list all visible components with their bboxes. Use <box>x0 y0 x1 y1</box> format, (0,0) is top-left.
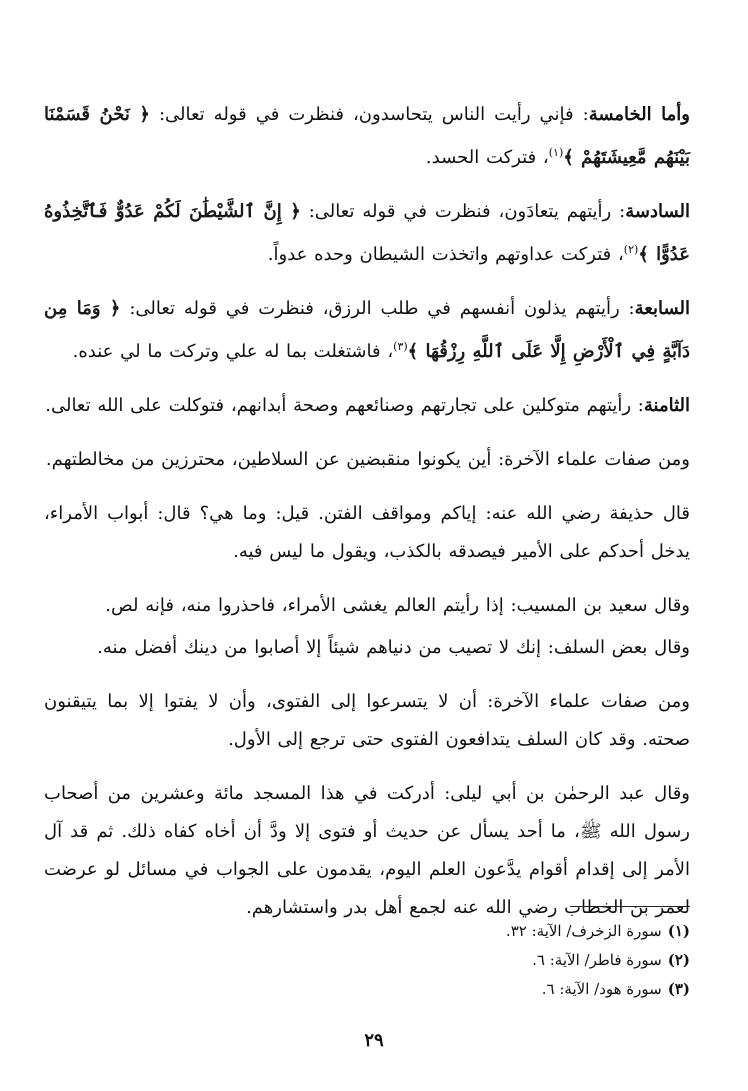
quran-verse: ﴿ إِنَّ ٱلشَّيْطَٰنَ لَكُمْ عَدُوٌّ فَٱتَّخِذُوهُ عَدُوًّا ﴾ <box>44 201 690 265</box>
paragraph-text-end: ، فاشتغلت بما له علي وتركت ما لي عنده. <box>72 341 394 362</box>
paragraph-hudhayfa <box>44 495 690 571</box>
paragraph-text: قال حذيفة رضي الله عنه: إياكم ومواقف الفتن. قيل: وما هي؟ قال: أبواب الأمراء، يدخل أحدكم على الأمير فيصدقه بالكذب، ويقول ما ليس فيه. <box>44 503 690 562</box>
paragraph-text: : رأيتهم متوكلين على تجارتهم وصنائعهم وصحة أبدانهم، فتوكلت على الله تعالى. <box>45 395 644 416</box>
section-heading: وأما الخامسة <box>588 104 691 125</box>
section-heading: الثامنة <box>643 395 690 416</box>
footnote-item <box>70 946 690 975</box>
footnote-item <box>70 917 690 946</box>
footnote-number: (٣) <box>667 980 690 998</box>
footnote-item <box>70 975 690 1004</box>
paragraph-text: : فإني رأيت الناس يتحاسدون، فنظرت في قوله تعالى: <box>149 104 589 125</box>
quran-verse: ﴿ وَمَا مِن دَآبَّةٍ فِي ٱلْأَرْضِ إِلَّا عَلَى ٱللَّهِ رِزْقُهَا ﴾ <box>44 298 690 362</box>
paragraph-text: وقال سعيد بن المسيب: إذا رأيتم العالم يغشى الأمراء، فاحذروا منه، فإنه لص. <box>105 595 690 616</box>
paragraph-said-ibn-musayyib <box>44 587 690 625</box>
paragraph-text: وقال عبد الرحمٰن بن أبي ليلى: أدركت في هذا المسجد مائة وعشرين من أصحاب رسول الله ﷺ، ما أحد يسأل عن حديث أو فتوى إلا ودَّ أن أخاه كفاه ذلك. ثم قد آل الأمر إلى إقدام أقوام يدَّعون العلم اليوم، يقدمون على الجواب في مسائل لو عرضت لعمر بن الخطاب رضي الله عنه لجمع أهل بدر واستشارهم. <box>44 783 690 918</box>
paragraph-text: : رأيتهم يذلون أنفسهم في طلب الرزق، فنظرت في قوله تعالى: <box>120 298 635 319</box>
page-number: ٢٩ <box>364 1030 384 1051</box>
section-heading: السابعة <box>634 298 690 319</box>
footnote-ref: (٢) <box>623 243 639 256</box>
paragraph-text-end: ، فتركت الحسد. <box>425 147 549 168</box>
paragraph-text-end: ، فتركت عداوتهم واتخذت الشيطان وحده عدواً. <box>267 244 624 265</box>
footnote-divider <box>570 906 690 907</box>
paragraph-fatwa <box>44 683 690 759</box>
footnote-text: سورة فاطر/ الآية: ٦. <box>532 951 662 969</box>
quran-verse: ﴿ نَحْنُ قَسَمْنَا بَيْنَهُم مَّعِيشَتَهُمْ ﴾ <box>44 104 690 168</box>
paragraph-text: ومن صفات علماء الآخرة: أين يكونوا منقبضين عن السلاطين، محترزين من مخالطتهم. <box>45 449 690 470</box>
main-text <box>44 96 690 927</box>
paragraph-fifth <box>44 96 690 177</box>
footnotes <box>70 917 690 1004</box>
footnote-text: سورة الزخرف/ الآية: ٣٢. <box>505 922 662 940</box>
paragraph-text: : رأيتهم يتعادَون، فنظرت في قوله تعالى: <box>300 201 626 222</box>
paragraph-sixth <box>44 193 690 274</box>
section-heading: السادسة <box>625 201 690 222</box>
paragraph-seventh <box>44 290 690 371</box>
paragraph-text: وقال بعض السلف: إنك لا تصيب من دنياهم شيئاً إلا أصابوا من دينك أفضل منه. <box>97 637 690 658</box>
paragraph-scholars-sultans <box>44 441 690 479</box>
paragraph-eighth <box>44 387 690 425</box>
footnote-number: (٢) <box>667 951 690 969</box>
paragraph-salaf-saying <box>44 629 690 667</box>
footnote-number: (١) <box>667 922 690 940</box>
paragraph-text: ومن صفات علماء الآخرة: أن لا يتسرعوا إلى الفتوى، وأن لا يفتوا إلا بما يتيقنون صحته. وقد كان السلف يتدافعون الفتوى حتى ترجع إلى الأول. <box>44 691 690 750</box>
footnote-text: سورة هود/ الآية: ٦. <box>541 980 662 998</box>
footnote-ref: (١) <box>548 146 564 159</box>
paragraph-abdulrahman <box>44 775 690 927</box>
footnote-ref: (٣) <box>393 340 408 353</box>
